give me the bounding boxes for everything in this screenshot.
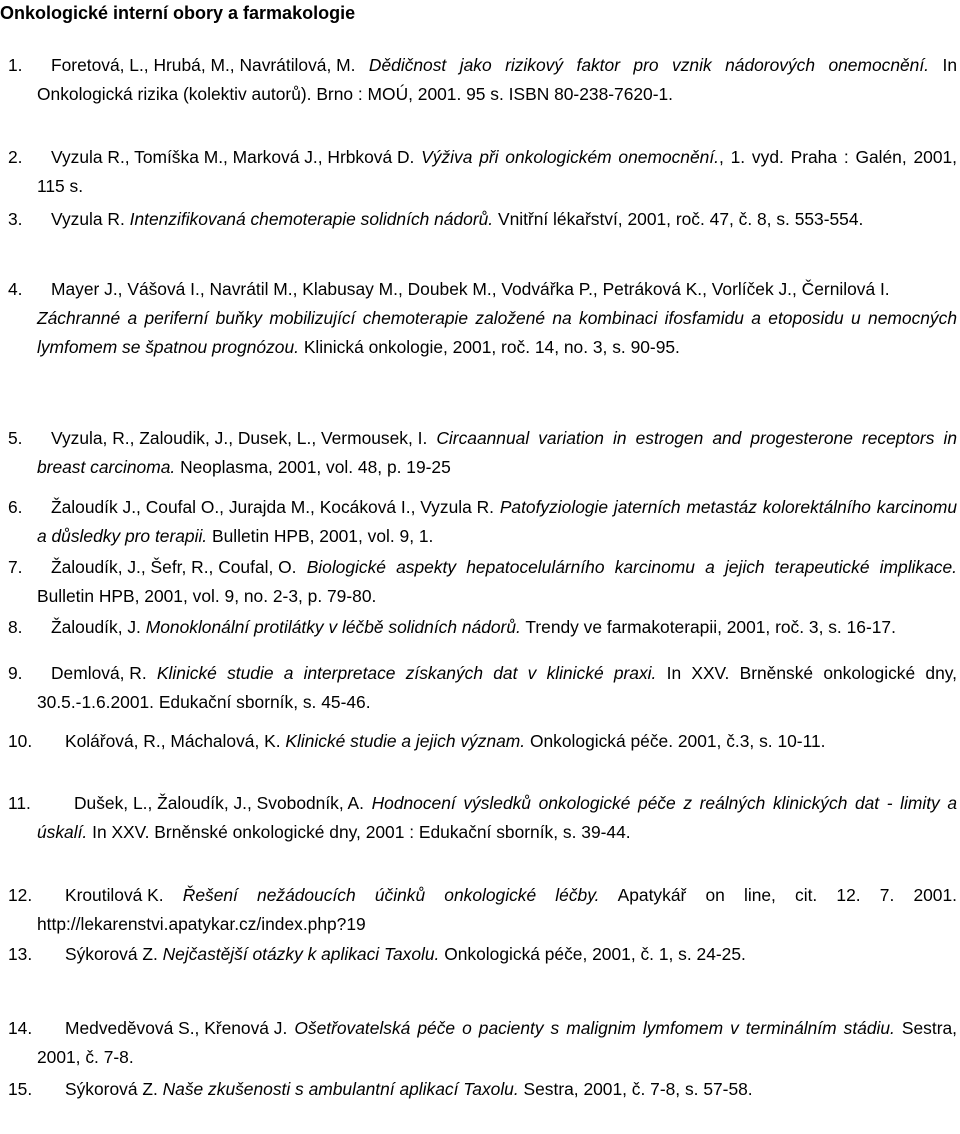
reference-authors: Kolářová, R., Máchalová, K. bbox=[65, 731, 281, 751]
reference-number: 12. bbox=[8, 885, 33, 905]
list-item bbox=[0, 143, 957, 201]
reference-authors: Vyzula R., Tomíška M., Marková J., Hrbková D. bbox=[51, 147, 415, 167]
reference-authors: Mayer J., Vášová I., Navrátil M., Klabusay M., Doubek M., Vodvářka P., Petráková K., Vorlíček J., Černilová I. bbox=[51, 279, 890, 299]
reference-number: 8. bbox=[8, 617, 23, 637]
reference-source: Bulletin HPB, 2001, vol. 9, no. 2-3, p. 79-80. bbox=[37, 586, 377, 606]
reference-authors: Vyzula, R., Zaloudik, J., Dusek, L., Vermousek, I. bbox=[51, 428, 428, 448]
reference-authors: Vyzula R. bbox=[51, 209, 125, 229]
reference-authors: Medvedĕvová S., Křenová J. bbox=[65, 1018, 288, 1038]
reference-source: Onkologická péče. 2001, č.3, s. 10-11. bbox=[529, 731, 826, 751]
reference-source: Bulletin HPB, 2001, vol. 9, 1. bbox=[211, 526, 434, 546]
list-item bbox=[0, 553, 957, 611]
reference-number: 15. bbox=[8, 1079, 33, 1099]
reference-title: Záchranné a periferní buňky mobilizující chemoterapie založené na kombinaci ifosfamidu a etoposidu u nemocných lymfomem se špatnou prognózou. bbox=[37, 308, 957, 357]
reference-source: Trendy ve farmakoterapii, 2001, roč. 3, s. 16-17. bbox=[525, 617, 896, 637]
reference-source: Apatykář on line, cit. 12. 7. 2001. http://lekarenstvi.apatykar.cz/index.php?19 bbox=[37, 885, 957, 934]
reference-source: Neoplasma, 2001, vol. 48, p. 19-25 bbox=[180, 457, 451, 477]
page-title: Onkologické interní obory a farmakologie bbox=[0, 3, 356, 23]
reference-title: Výživa při onkologickém onemocnění. bbox=[421, 147, 719, 167]
reference-title: Dědičnost jako rizikový faktor pro vznik nádorových onemocnění. bbox=[368, 55, 930, 75]
reference-source: Sestra, 2001, č. 7-8. bbox=[37, 1018, 957, 1067]
reference-title: Klinické studie a jejich význam. bbox=[285, 731, 526, 751]
reference-authors: Sýkorová Z. bbox=[65, 1079, 158, 1099]
reference-number: 6. bbox=[8, 497, 23, 517]
list-item bbox=[0, 727, 957, 756]
reference-authors: Žaloudík, J., Šefr, R., Coufal, O. bbox=[51, 557, 297, 577]
reference-authors: Kroutilová K. bbox=[65, 885, 164, 905]
reference-number: 9. bbox=[8, 663, 23, 683]
list-item bbox=[0, 493, 957, 551]
list-item bbox=[0, 51, 957, 109]
reference-title: Circaannual variation in estrogen and progesterone receptors in breast carcinoma. bbox=[37, 428, 957, 477]
list-item bbox=[0, 1014, 957, 1072]
reference-authors: Demlová, R. bbox=[51, 663, 147, 683]
reference-number: 1. bbox=[8, 55, 23, 75]
reference-authors: Žaloudík J., Coufal O., Jurajda M., Kocáková I., Vyzula R. bbox=[51, 497, 495, 517]
reference-source: In XXV. Brněnské onkologické dny, 2001 : Edukační sborník, s. 39-44. bbox=[92, 822, 631, 842]
reference-title: Hodnocení výsledků onkologické péče z reálných klinických dat - limity a úskalí. bbox=[37, 793, 957, 842]
reference-authors: Sýkorová Z. bbox=[65, 944, 158, 964]
reference-source: Vnitřní lékařství, 2001, roč. 47, č. 8, s. 553-554. bbox=[497, 209, 864, 229]
list-item bbox=[0, 881, 957, 939]
reference-number: 11. bbox=[8, 793, 31, 813]
reference-title: Patofyziologie jaterních metastáz kolorektálního karcinomu a důsledky pro terapii. bbox=[37, 497, 957, 546]
reference-title: Naše zkušenosti s ambulantní aplikací Taxolu. bbox=[162, 1079, 519, 1099]
list-item bbox=[0, 659, 957, 717]
reference-source: , 1. vyd. Praha : Galén, 2001, 115 s. bbox=[37, 147, 957, 196]
list-item bbox=[0, 1075, 957, 1104]
list-item bbox=[0, 940, 957, 969]
reference-authors: Foretová, L., Hrubá, M., Navrátilová, M. bbox=[51, 55, 356, 75]
list-item bbox=[0, 424, 957, 482]
reference-title: Klinické studie a interpretace získaných dat v klinické praxi. bbox=[156, 663, 657, 683]
reference-title: Intenzifikovaná chemoterapie solidních nádorů. bbox=[129, 209, 494, 229]
reference-title: Monoklonální protilátky v léčbě solidních nádorů. bbox=[145, 617, 521, 637]
list-item bbox=[0, 205, 957, 234]
reference-source: Sestra, 2001, č. 7-8, s. 57-58. bbox=[523, 1079, 753, 1099]
reference-authors: Žaloudík, J. bbox=[51, 617, 141, 637]
reference-number: 4. bbox=[8, 279, 23, 299]
reference-number: 10. bbox=[8, 731, 33, 751]
reference-number: 3. bbox=[8, 209, 23, 229]
reference-source: In XXV. Brněnské onkologické dny, 30.5.-1.6.2001. Edukační sborník, s. 45-46. bbox=[37, 663, 957, 712]
reference-authors: Dušek, L., Žaloudík, J., Svobodník, A. bbox=[74, 793, 364, 813]
list-item bbox=[0, 613, 957, 642]
reference-source: Onkologická péče, 2001, č. 1, s. 24-25. bbox=[444, 944, 746, 964]
reference-title: Řešení nežádoucích účinků onkologické léčby. bbox=[182, 885, 600, 905]
list-item bbox=[0, 275, 957, 362]
reference-source: Klinická onkologie, 2001, roč. 14, no. 3, s. 90-95. bbox=[303, 337, 680, 357]
reference-title: Biologické aspekty hepatocelulárního karcinomu a jejich terapeutické implikace. bbox=[306, 557, 957, 577]
reference-number: 5. bbox=[8, 428, 23, 448]
reference-number: 2. bbox=[8, 147, 23, 167]
reference-number: 13. bbox=[8, 944, 33, 964]
reference-title: Nejčastější otázky k aplikaci Taxolu. bbox=[162, 944, 440, 964]
reference-number: 7. bbox=[8, 557, 23, 577]
reference-title: Ošetřovatelská péče o pacienty s malignim lymfomem v terminálním stádiu. bbox=[294, 1018, 895, 1038]
reference-source: In Onkologická rizika (kolektiv autorů). Brno : MOÚ, 2001. 95 s. ISBN 80-238-7620-1. bbox=[37, 55, 957, 104]
list-item bbox=[0, 789, 957, 847]
reference-number: 14. bbox=[8, 1018, 33, 1038]
